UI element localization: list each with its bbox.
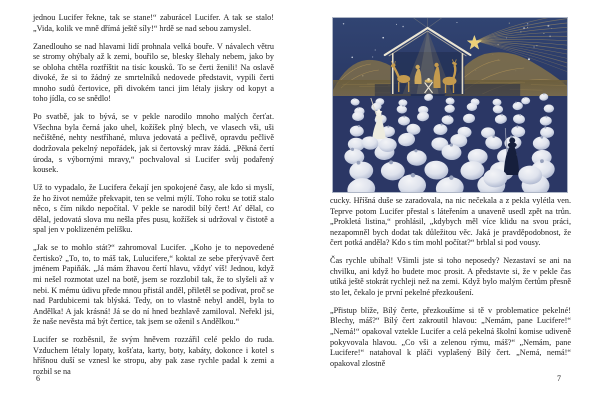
left-page-text: [33, 13, 274, 385]
paragraph: „Jak se to mohlo stát?“ zahromoval Lucifer. „Koho je to nepovedené čertisko? „To, to, to máš tak, Lulucifere,“ koktal ze sebe přerývavě čert jménem Papiňák. „Já mám žhavou čertí hlavu, vždyť víš! Jednou, když mi nešel rozmotat uzel na botě, jsem se rozzlobil tak, že to slyšeli až v nebi. K mému údivu přede mnou přistál anděl, přiletěl se podívat, proč se nad Pardubicemi tak blýská. Tedy, on to vlastně nebyl anděl, byla to Andělka! A jak krásná! Já se do ní hned bezhlavě zamiloval. Neřekl jsi, že naše nevěsta má být čertice, tak jsem se oženil s Andělkou.“: [33, 243, 274, 327]
paragraph: Po svatbě, jak to bývá, se v pekle narodilo mnoho malých čerťat. Všechna byla černá jako uhel, kožíšek plný blech, ve vlasech vši, uši nečištěné, nehty nestříhané, mluva jedovatá a pečlivě, opravdu pečlivě dodržovala pekelný nepořádek, jak si čertovský mrav žádá. „Pěkná čertí úroda, s výbornými mravy,“ pochvaloval si Lucifer svůj podařený kousek.: [33, 112, 274, 175]
paragraph: jednou Lucifer řekne, tak se stane!“ zaburácel Lucifer. A tak se stalo! „Vida, kolik ve mně dřímá ještě síly!“ hrdě se nad sebou zamyslel.: [33, 13, 274, 33]
paragraph: Čas rychle ubíhal! Všimli jste si toho neposedy? Nezastaví se ani na chvilku, ani když ho budete moc prosit. A představte si, že v pekle čas utíká ještě stokrát rychleji než na zemi. Když bylo malým čertům přesně sto let, čekalo je první pekelné přezkoušení.: [330, 256, 571, 297]
page-number-left: 6: [36, 374, 40, 383]
paragraph: cucky. Hříšná duše se zaradovala, na nic nečekala a z pekla vylétla ven. Teprve potom Lucifer přestal s láteřením a unaveně usedl zpět na trůn. „Prokletá listina,“ prohlásil, „kdybych měl více klidu na svou práci, nezapomněl bych dodat tak důležitou věc. Jaká je pravděpodobnost, že čert potká anděla? Kdo s tím mohl počítat?“ brblal si pod vousy.: [330, 196, 571, 248]
page-number-right: 7: [557, 374, 561, 383]
right-page-text: [330, 196, 571, 377]
nativity-illustration: [332, 17, 568, 193]
paragraph: Lucifer se rozběsnil, že svým hněvem rozzářil celé peklo do ruda. Vzduchem létaly lopaty, košťata, karty, boty, kabáty, dokonce i kotel s hříšnou duší se vznesl ke stropu, aby pak zase rychle padal k zemi a rozbil se na: [33, 335, 274, 376]
paragraph: Už to vypadalo, že Lucifera čekají jen spokojené časy, ale kdo si myslí, že ho život nemůže překvapit, ten se velmi mýlí. Toho roku se totiž stalo něco, s čím nikdo nepočítal. V pekle se narodil bílý čert! Ať dělal, co dělal, jedovatá slova mu nešla přes pusu, kožíšek si udržoval v čistotě a spal jen v poklizeném pelíšku.: [33, 183, 274, 235]
nativity-illustration-svg: [333, 18, 567, 192]
paragraph: „Přistup blíže, Bílý čerte, přezkoušíme si tě v problematice pekelné! Blechy, máš?“ Bílý čert zakroutil hlavou: „Nemám, pane Lucifere!“ „Nemá!“ opakoval vztekle Lucifer a celá pekelná školní komise udiveně pokyvovala hlavou. „Co vši a zelenou rýmu, máš?“ „Nemám, pane Lucifere!“ natahoval k pláči vyplašený Bílý čert. „Nemá, nemá!“ opakoval zlostně: [330, 305, 571, 368]
paragraph: Zanedlouho se nad hlavami lidí prohnala velká bouře. V návalech větru se stromy ohýbaly až k zemi, bouřilo se, blesky šlehaly nebem, jako by se obloha chtěla roztříštit na tisíc kousků. To se čerti ženili! Na oslavě divoké, že si to žádný ze smrtelníků nedovede představit, vypili čerti mnoho sudů čertovice, při divokém tanci jim létaly jiskry od kopyt a toho jídla, co se snědlo!: [33, 41, 274, 104]
